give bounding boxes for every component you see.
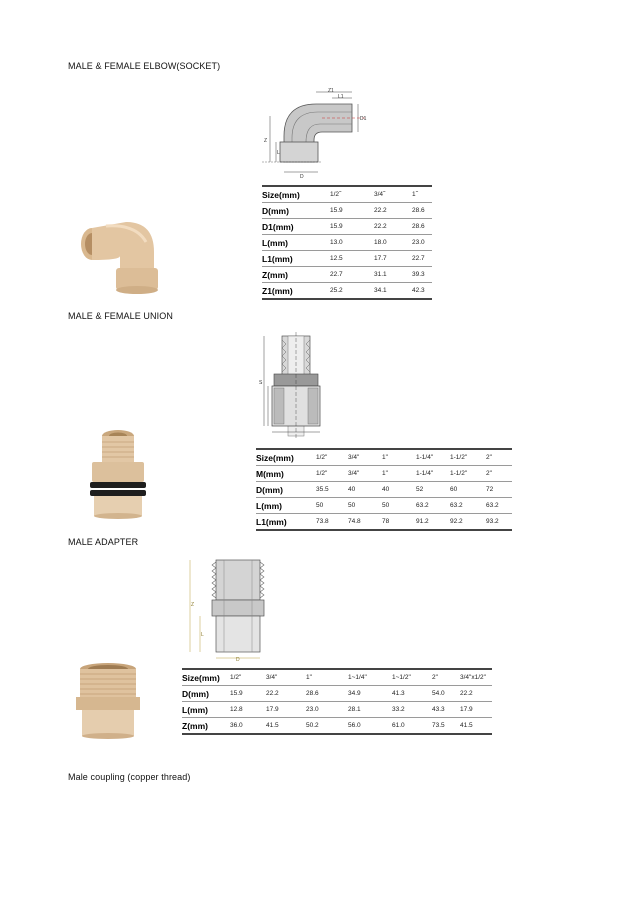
male-adapter-spec-table <box>182 668 492 735</box>
male-adapter-technical-drawing <box>186 556 276 662</box>
union-technical-drawing <box>258 332 330 438</box>
table-row: M(mm) 1/2" 3/4" 1" 1-1/4" 1-1/2" 2" <box>256 466 512 482</box>
table-row: Size(mm) 1/2" 3/4" 1" 1~1/4" 1~1/2" 2" 3/4"x1/2" <box>182 669 492 686</box>
heading-male-coupling: Male coupling (copper thread) <box>68 772 191 782</box>
union-spec-table <box>256 448 512 531</box>
table-row: Z(mm) 22.7 31.1 39.3 <box>262 267 432 283</box>
table-row: D1(mm) 15.9 22.2 28.6 <box>262 219 432 235</box>
heading-male-adapter: MALE ADAPTER <box>68 537 139 547</box>
label-l: L <box>277 150 280 156</box>
heading-elbow: MALE & FEMALE ELBOW(SOCKET) <box>68 61 221 71</box>
table-row: L(mm) 13.0 18.0 23.0 <box>262 235 432 251</box>
table-row: Size(mm) 1/2" 3/4" 1" 1-1/4" 1-1/2" 2" <box>256 449 512 466</box>
table-row: D(mm) 35.5 40 40 52 60 72 <box>256 482 512 498</box>
table-row: Size(mm) 1/2˝ 3/4˝ 1˝ <box>262 186 432 203</box>
table-row: L(mm) 12.8 17.9 23.0 28.1 33.2 43.3 17.9 <box>182 702 492 718</box>
table-row: L1(mm) 73.8 74.8 78 91.2 92.2 93.2 <box>256 514 512 531</box>
male-adapter-product-photo <box>74 662 142 740</box>
label-d: D <box>300 174 304 180</box>
table-row: L1(mm) 12.5 17.7 22.7 <box>262 251 432 267</box>
label-l: L <box>201 632 204 638</box>
label-l1: L1 <box>338 94 344 100</box>
label-d1: D1 <box>360 116 367 122</box>
table-row: Z1(mm) 25.2 34.1 42.3 <box>262 283 432 300</box>
label-s: S <box>259 380 263 386</box>
table-row: D(mm) 15.9 22.2 28.6 34.9 41.3 54.0 22.2 <box>182 686 492 702</box>
elbow-technical-drawing <box>262 86 372 181</box>
label-z: Z <box>264 138 268 144</box>
elbow-spec-table <box>262 185 432 300</box>
elbow-product-photo <box>76 216 166 296</box>
label-z1: Z1 <box>328 88 334 94</box>
table-row: Z(mm) 36.0 41.5 50.2 56.0 61.0 73.5 41.5 <box>182 718 492 735</box>
label-d: D <box>236 657 240 662</box>
label-z: Z <box>191 602 195 608</box>
heading-union: MALE & FEMALE UNION <box>68 311 173 321</box>
table-row: D(mm) 15.9 22.2 28.6 <box>262 203 432 219</box>
table-row: L(mm) 50 50 50 63.2 63.2 63.2 <box>256 498 512 514</box>
union-product-photo <box>86 428 150 520</box>
